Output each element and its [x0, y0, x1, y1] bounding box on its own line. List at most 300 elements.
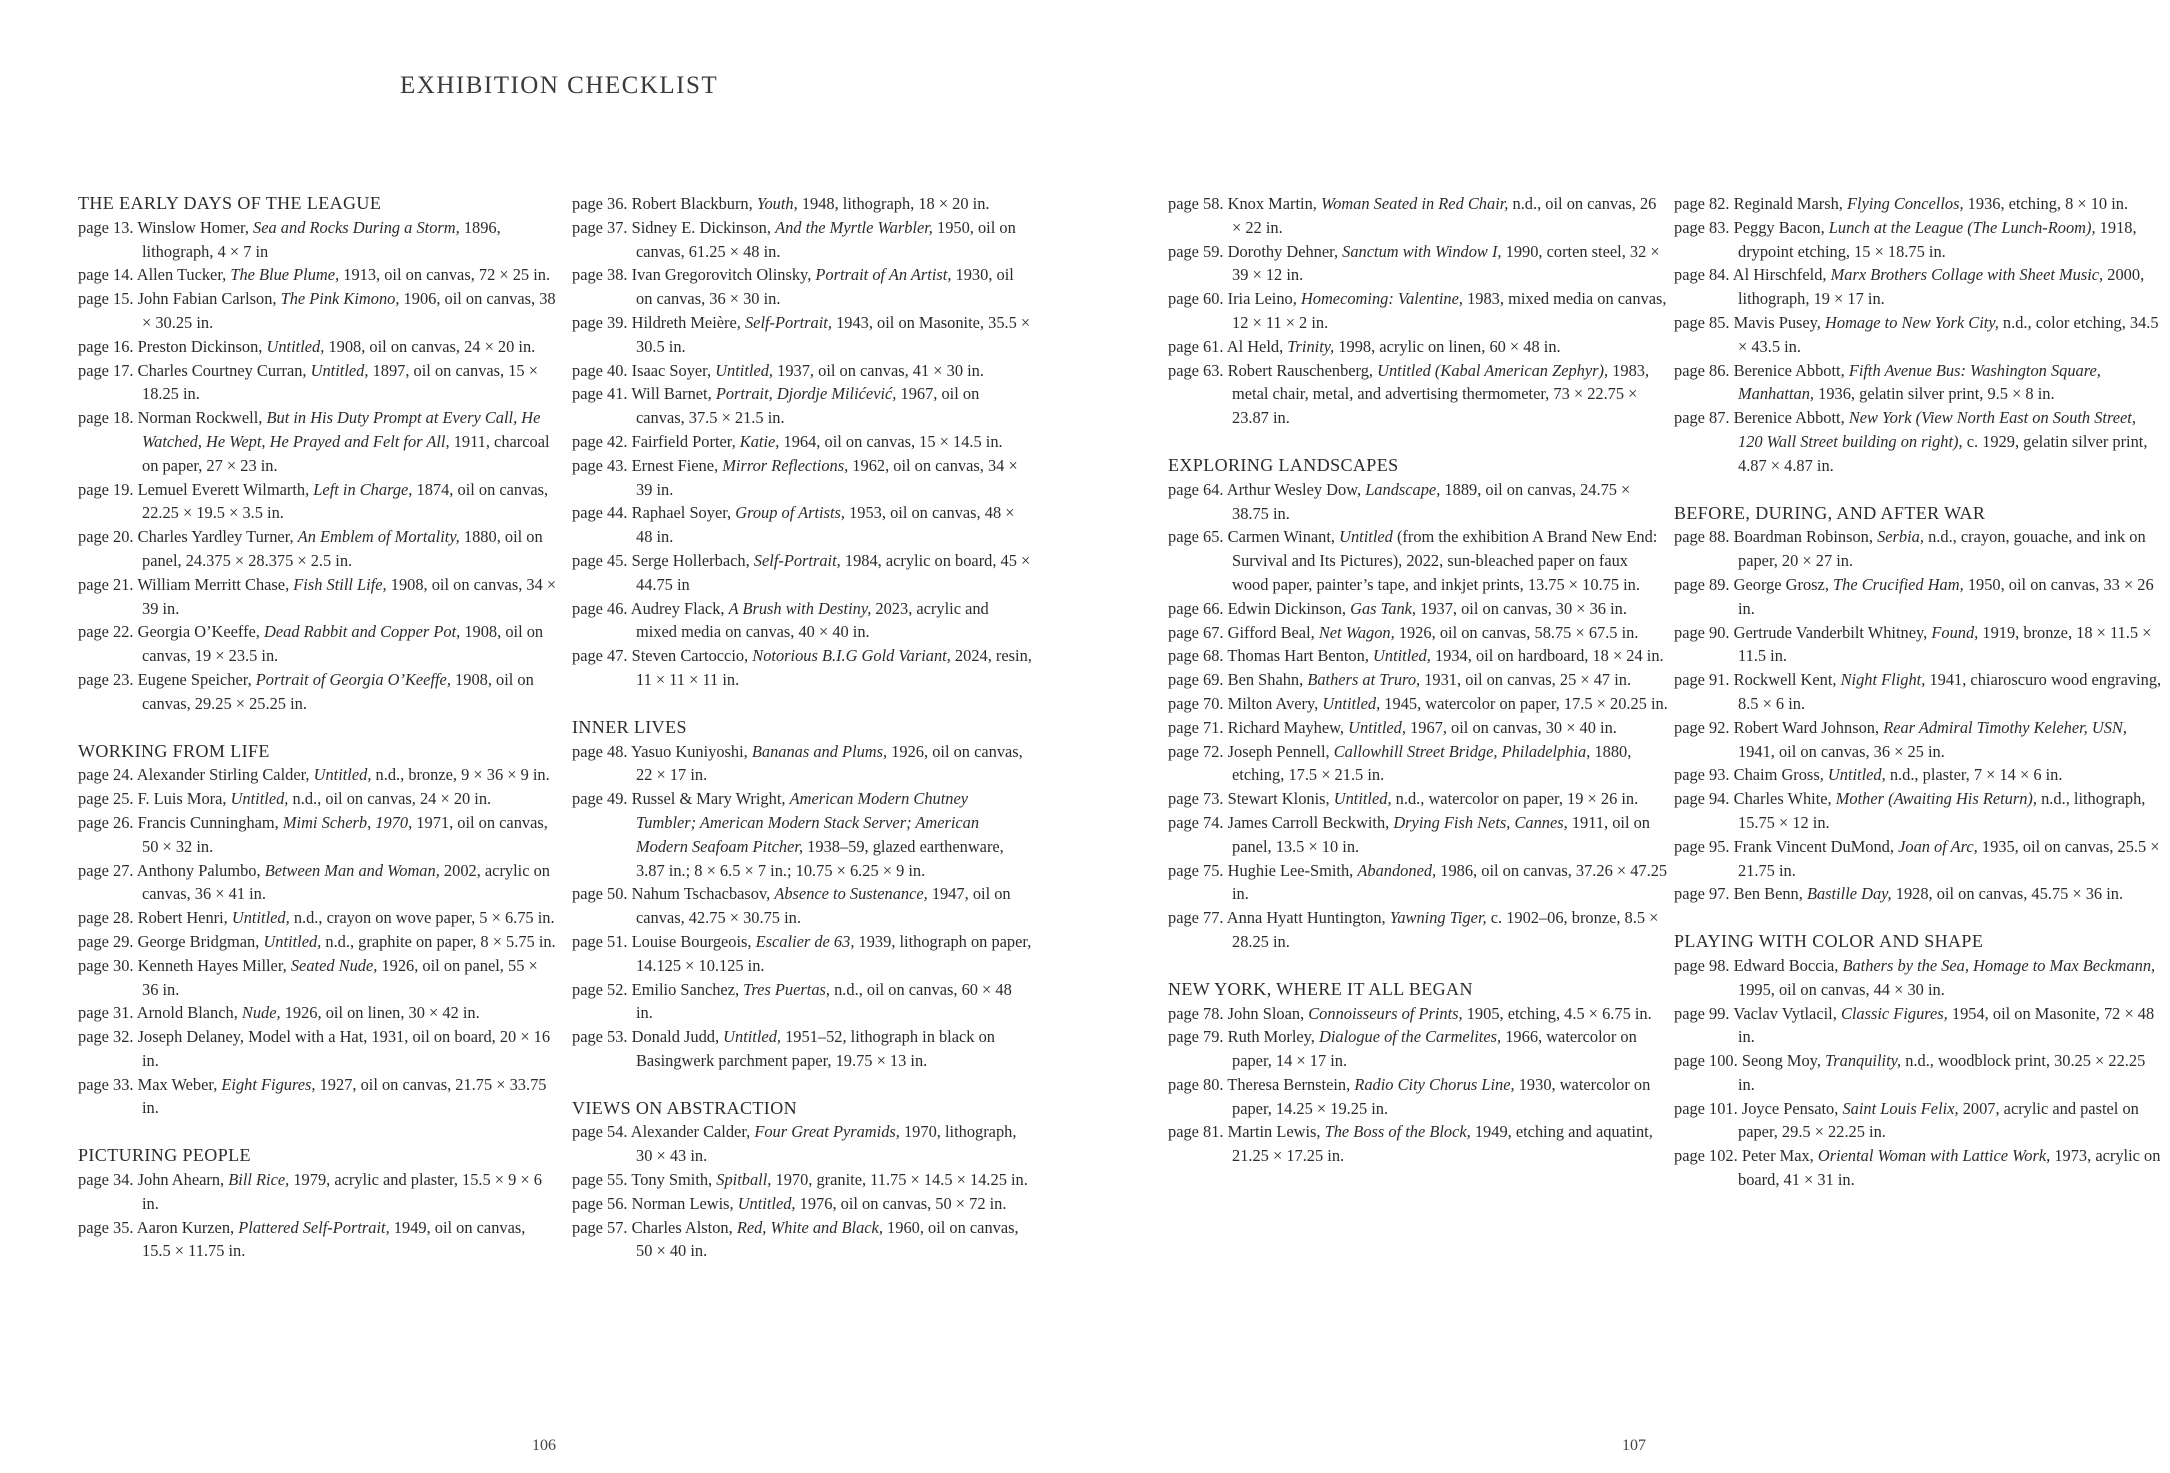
checklist-entry [78, 930, 558, 954]
section-heading: BEFORE, DURING, AND AFTER WAR [1674, 502, 1986, 523]
checklist-entry [78, 906, 558, 930]
entry-title: New York (View North East on South Street, 120 Wall Street building on right), [1738, 408, 2136, 451]
entry-artist: Joseph Pennell, [1227, 741, 1330, 761]
entry-details: 1990, corten steel, 32 × 39 × 12 in. [1232, 241, 1660, 285]
entry-details: 1951–52, lithograph in black on Basingwerk parchment paper, 19.75 × 13 in. [636, 1027, 995, 1070]
entry-details: n.d., oil on canvas, 26 × 22 in. [1232, 194, 1657, 237]
entry-details: n.d., woodblock print, 30.25 × 22.25 in. [1738, 1051, 2146, 1094]
entry-title: The Pink Kimono, [280, 289, 400, 309]
entry-title: Joan of Arc, [1898, 836, 1978, 856]
entry-artist: Theresa Bernstein, [1227, 1074, 1351, 1094]
checklist-entry [572, 1120, 1032, 1168]
entry-title: Callowhill Street Bridge, Philadelphia, [1333, 741, 1591, 761]
entry-title: American Modern Chutney Tumbler; American Modern Stack Server; American Modern Seafoam Pitcher, [636, 789, 980, 856]
entry-page-ref: page 47. [572, 646, 628, 666]
entry-title: Bananas and Plums, [751, 741, 888, 761]
entry-title: Self-Portrait, [744, 312, 832, 332]
checklist-entry [78, 1025, 558, 1073]
entry-title: Untitled, [313, 765, 372, 785]
entry-page-ref: page 79. [1168, 1027, 1224, 1047]
entry-details: 1948, lithograph, 18 × 20 in. [801, 194, 990, 213]
entry-page-ref: page 45. [572, 550, 628, 570]
checklist-entry [1674, 882, 2164, 906]
checklist-entry [1674, 525, 2164, 573]
checklist-entry [1168, 906, 1668, 954]
entry-details: 1962, oil on canvas, 34 × 39 in. [636, 455, 1018, 499]
entry-page-ref: page 99. [1674, 1003, 1730, 1023]
entry-title: Tranquility, [1825, 1051, 1902, 1071]
entry-title: The Boss of the Block, [1324, 1122, 1471, 1142]
entry-artist: Robert Blackburn, [631, 194, 753, 213]
entry-title: Untitled, [266, 336, 325, 356]
entry-page-ref: page 64. [1168, 479, 1224, 499]
entry-artist: Carmen Winant, [1227, 527, 1336, 547]
entry-artist: Lemuel Everett Wilmarth, [137, 479, 310, 499]
entry-title: Untitled, [230, 789, 289, 809]
page-number-right: 107 [1622, 1437, 1646, 1454]
entry-artist: Ernest Fiene, [631, 455, 719, 475]
entry-title: Homecoming: Valentine, [1300, 289, 1463, 309]
entry-artist: Seong Moy, [1741, 1051, 1821, 1071]
entry-page-ref: page 83. [1674, 217, 1730, 237]
entry-details: 1950, oil on canvas, 61.25 × 48 in. [636, 217, 1016, 261]
entry-details: 1926, oil on canvas, 58.75 × 67.5 in. [1398, 622, 1639, 642]
entry-artist: Alexander Stirling Calder, [136, 765, 310, 785]
entry-title: Bathers at Truro, [1307, 670, 1421, 690]
entry-title: Left in Charge, [313, 479, 413, 499]
checklist-entry [1674, 1049, 2164, 1097]
entry-details: 1947, oil on canvas, 42.75 × 30.75 in. [636, 884, 1011, 928]
entry-page-ref: page 55. [572, 1170, 628, 1190]
entry-artist: Max Weber, [137, 1074, 218, 1094]
entry-page-ref: page 60. [1168, 289, 1224, 309]
section-heading: THE EARLY DAYS OF THE LEAGUE [78, 193, 382, 213]
entry-artist: Russel & Mary Wright, [631, 789, 786, 809]
checklist-entry [1674, 216, 2164, 264]
entry-details: 1960, oil on canvas, 50 × 40 in. [636, 1217, 1019, 1261]
checklist-entry [572, 644, 1032, 692]
entry-details: 1976, oil on canvas, 50 × 72 in. [799, 1193, 1007, 1213]
entry-artist: Hildreth Meière, [631, 312, 741, 332]
entry-artist: Louise Bourgeois, [631, 931, 752, 951]
entry-title: A Brush with Destiny, [728, 598, 872, 618]
checklist-entry [572, 454, 1032, 502]
entry-details: 1983, metal chair, metal, and advertising thermometer, 73 × 22.75 × 23.87 in. [1232, 360, 1650, 428]
entry-page-ref: page 73. [1168, 789, 1224, 809]
checklist-entry [1168, 192, 1668, 240]
entry-artist: Kenneth Hayes Miller, [137, 955, 287, 975]
entry-details: 1943, oil on Masonite, 35.5 × 30.5 in. [636, 312, 1031, 356]
checklist-entry [1168, 716, 1668, 740]
checklist-entry [1168, 525, 1668, 596]
checklist-entry [78, 359, 558, 407]
checklist-entry [1674, 668, 2164, 716]
entry-page-ref: page 93. [1674, 765, 1730, 785]
checklist-entry [1674, 1002, 2164, 1050]
entry-artist: Reginald Marsh, [1733, 194, 1843, 213]
entry-title: Fifth Avenue Bus: Washington Square, Manhattan, [1738, 360, 2101, 404]
entry-page-ref: page 80. [1168, 1074, 1224, 1094]
entry-page-ref: page 70. [1168, 693, 1224, 713]
entry-details: 1919, bronze, 18 × 11.5 × 11.5 in. [1738, 622, 2152, 666]
entry-page-ref: page 27. [78, 860, 134, 880]
entry-title: Untitled, [1333, 789, 1392, 809]
checklist-entry [1674, 192, 2164, 216]
entry-artist: Stewart Klonis, [1227, 789, 1330, 809]
checklist-section [1168, 192, 1668, 430]
checklist-entry [1168, 1073, 1668, 1121]
entry-details: 1953, oil on canvas, 48 × 48 in. [636, 503, 1015, 547]
checklist-section [1168, 978, 1668, 1168]
checklist-entry [78, 1168, 558, 1216]
checklist-entry [572, 787, 1032, 882]
checklist-entry [78, 1073, 558, 1121]
entry-title: Bathers by the Sea, Homage to Max Beckmann, [1842, 955, 2156, 975]
entry-page-ref: page 36. [572, 194, 628, 213]
entry-page-ref: page 24. [78, 765, 134, 785]
entry-page-ref: page 89. [1674, 574, 1730, 594]
checklist-entry [572, 430, 1032, 454]
entry-page-ref: page 20. [78, 527, 134, 547]
entry-artist: Gifford Beal, [1227, 622, 1315, 642]
entry-title: Untitled, [737, 1193, 796, 1213]
checklist-entry [78, 573, 558, 621]
entry-artist: Sidney E. Dickinson, [631, 217, 771, 237]
entry-details: 1927, oil on canvas, 21.75 × 33.75 in. [142, 1074, 547, 1118]
checklist-entry [572, 263, 1032, 311]
entry-page-ref: page 54. [572, 1122, 628, 1142]
checklist-entry [572, 216, 1032, 264]
entry-details: 1941, chiaroscuro wood engraving, 8.5 × 6 in. [1738, 670, 2162, 713]
checklist-entry [1674, 621, 2164, 669]
checklist-section [78, 192, 558, 716]
entry-details: 1897, oil on canvas, 15 × 18.25 in. [142, 360, 538, 404]
entry-artist: Al Hirschfeld, [1732, 265, 1827, 285]
entry-title: But in His Duty Prompt at Every Call, He Watched, He Wept, He Prayed and Felt for All, [142, 408, 541, 451]
entry-artist: Ivan Gregorovitch Olinsky, [631, 265, 812, 285]
checklist-entry [1674, 573, 2164, 621]
entry-artist: Robert Henri, [137, 908, 228, 928]
entry-details: 1934, oil on hardboard, 18 × 24 in. [1434, 646, 1664, 666]
entry-title: Seated Nude, [290, 955, 378, 975]
entry-title: Escalier de 63, [755, 931, 855, 951]
entry-page-ref: page 81. [1168, 1122, 1224, 1142]
entry-artist: Francis Cunningham, [137, 812, 279, 832]
entry-page-ref: page 18. [78, 408, 134, 428]
entry-page-ref: page 44. [572, 503, 628, 523]
entry-page-ref: page 23. [78, 669, 134, 689]
entry-details: 1941, oil on canvas, 36 × 25 in. [1738, 741, 1945, 761]
checklist-entry [78, 478, 558, 526]
entry-artist: Ben Benn, [1733, 884, 1803, 904]
checklist-entry [1168, 692, 1668, 716]
entry-artist: Berenice Abbott, [1733, 408, 1845, 428]
entry-artist: Al Held, [1226, 336, 1284, 356]
entry-page-ref: page 22. [78, 622, 134, 642]
entry-artist: Edwin Dickinson, [1227, 598, 1347, 618]
entry-details: 1935, oil on canvas, 25.5 × 21.75 in. [1738, 836, 2160, 880]
entry-page-ref: page 15. [78, 289, 134, 309]
entry-details: 1949, etching and aquatint, 21.25 × 17.25 in. [1232, 1122, 1653, 1166]
checklist-entry [1168, 287, 1668, 335]
checklist-column-3 [1168, 192, 1668, 1168]
entry-artist: Frank Vincent DuMond, [1733, 836, 1894, 856]
entry-title: Untitled, [1373, 646, 1431, 666]
entry-details: 1911, charcoal on paper, 27 × 23 in. [142, 431, 550, 475]
entry-artist: George Bridgman, [137, 931, 260, 951]
checklist-entry [1674, 835, 2164, 883]
page-number-left: 106 [532, 1437, 556, 1454]
entry-page-ref: page 38. [572, 265, 628, 285]
entry-details: 1918, drypoint etching, 15 × 18.75 in. [1738, 217, 2137, 261]
checklist-entry [78, 787, 558, 811]
entry-artist: Serge Hollerbach, [631, 550, 750, 570]
entry-artist: F. Luis Mora, [137, 789, 227, 809]
entry-title: Bill Rice, [228, 1170, 290, 1190]
entry-title: Classic Figures, [1840, 1003, 1948, 1023]
entry-artist: Audrey Flack, [630, 598, 725, 618]
checklist-entry [1674, 954, 2164, 1002]
entry-details: 1950, oil on canvas, 33 × 26 in. [1738, 574, 2154, 618]
checklist-entry [1674, 1144, 2164, 1192]
entry-page-ref: page 85. [1674, 312, 1730, 332]
entry-details: 2024, resin, 11 × 11 × 11 in. [636, 646, 1032, 689]
entry-title: Untitled, [1348, 717, 1406, 737]
checklist-entry [572, 1216, 1032, 1264]
entry-page-ref: page 78. [1168, 1003, 1224, 1023]
entry-title: Group of Artists, [735, 503, 845, 523]
entry-title: Mother (Awaiting His Return), [1835, 789, 2037, 809]
checklist-entry [78, 954, 558, 1002]
entry-page-ref: page 46. [572, 598, 628, 618]
entry-title: Untitled, [715, 360, 774, 380]
entry-artist: Martin Lewis, [1227, 1122, 1321, 1142]
entry-artist: Joseph Delaney, Model with a Hat, [137, 1027, 368, 1047]
entry-title: Eight Figures, [221, 1074, 316, 1094]
section-heading: PICTURING PEOPLE [78, 1145, 251, 1166]
entry-page-ref: page 92. [1674, 717, 1730, 737]
checklist-entry [572, 978, 1032, 1026]
checklist-entry [78, 263, 558, 287]
entry-page-ref: page 43. [572, 455, 628, 475]
entry-title: Fish Still Life, [293, 574, 387, 594]
entry-details: 1983, mixed media on canvas, 12 × 11 × 2 in. [1232, 289, 1667, 332]
entry-details: 1937, oil on canvas, 41 × 30 in. [777, 360, 984, 380]
checklist-entry [572, 501, 1032, 549]
entry-title: Trinity, [1287, 336, 1335, 356]
entry-page-ref: page 68. [1168, 646, 1224, 666]
entry-details: 1931, oil on board, 20 × 16 in. [142, 1027, 551, 1070]
entry-title: Night Flight, [1840, 670, 1926, 690]
checklist-entry [572, 882, 1032, 930]
entry-artist: Will Barnet, [631, 384, 712, 404]
entry-page-ref: page 21. [78, 574, 134, 594]
entry-details: 1979, acrylic and plaster, 15.5 × 9 × 6 in. [142, 1170, 542, 1213]
entry-page-ref: page 34. [78, 1170, 134, 1190]
entry-details: 1936, gelatin silver print, 9.5 × 8 in. [1818, 384, 2055, 404]
entry-title: Untitled [1339, 527, 1393, 547]
entry-details: 1896, lithograph, 4 × 7 in [142, 217, 501, 261]
entry-details: 1905, etching, 4.5 × 6.75 in. [1466, 1003, 1652, 1023]
checklist-entry [1168, 478, 1668, 526]
checklist-entry [1168, 1002, 1668, 1026]
entry-page-ref: page 63. [1168, 360, 1224, 380]
entry-page-ref: page 33. [78, 1074, 134, 1094]
checklist-entry [1168, 668, 1668, 692]
entry-artist: Peggy Bacon, [1733, 217, 1825, 237]
entry-artist: Dorothy Dehner, [1227, 241, 1339, 261]
entry-artist: Edward Boccia, [1733, 955, 1839, 975]
entry-artist: Mavis Pusey, [1733, 312, 1821, 332]
checklist-entry [572, 192, 1032, 216]
checklist-entry [1168, 1120, 1668, 1168]
checklist-entry [1168, 335, 1668, 359]
entry-artist: Steven Cartoccio, [631, 646, 749, 666]
checklist-entry [572, 1192, 1032, 1216]
entry-page-ref: page 90. [1674, 622, 1730, 642]
entry-artist: James Carroll Beckwith, [1227, 812, 1390, 832]
entry-details: n.d., watercolor on paper, 19 × 26 in. [1395, 789, 1639, 809]
entry-title: Portrait of Georgia O’Keeffe, [255, 669, 451, 689]
entry-title: Net Wagon, [1318, 622, 1395, 642]
entry-title: Between Man and Woman, [264, 860, 440, 880]
entry-title: An Emblem of Mortality, [297, 527, 460, 547]
entry-details: 1984, acrylic on board, 45 × 44.75 in [636, 550, 1031, 594]
entry-title: Sanctum with Window I, [1342, 241, 1502, 261]
entry-page-ref: page 66. [1168, 598, 1224, 618]
checklist-section [1674, 502, 2164, 907]
entry-artist: Raphael Soyer, [631, 503, 732, 523]
entry-details: 1945, watercolor on paper, 17.5 × 20.25 in. [1384, 693, 1668, 713]
entry-page-ref: page 48. [572, 741, 628, 761]
entry-details: 1995, oil on canvas, 44 × 30 in. [1738, 979, 1945, 999]
entry-details: c. 1902–06, bronze, 8.5 × 28.25 in. [1232, 908, 1659, 951]
entry-artist: Isaac Soyer, [631, 360, 712, 380]
entry-details: 1937, oil on canvas, 30 × 36 in. [1420, 598, 1627, 618]
entry-details: 2023, acrylic and mixed media on canvas, 40 × 40 in. [636, 598, 989, 642]
entry-artist: Winslow Homer, [137, 217, 249, 237]
entry-title: Untitled (Kabal American Zephyr), [1377, 360, 1609, 380]
entry-page-ref: page 39. [572, 312, 628, 332]
checklist-entry [1168, 621, 1668, 645]
entry-page-ref: page 72. [1168, 741, 1224, 761]
entry-details: 1908, oil on canvas, 34 × 39 in. [142, 574, 557, 618]
checklist-entry [78, 668, 558, 716]
checklist-entry [1168, 811, 1668, 859]
entry-artist: John Sloan, [1227, 1003, 1305, 1023]
entry-details: (from the exhibition A Brand New End: Survival and Its Pictures), 2022, sun-bleached paper on faux wood paper, painter’s tape, and inkjet prints, 13.75 × 10.75 in. [1232, 527, 1658, 594]
entry-page-ref: page 84. [1674, 265, 1730, 285]
entry-page-ref: page 37. [572, 217, 628, 237]
entry-details: 1971, oil on canvas, 50 × 32 in. [142, 812, 548, 856]
entry-title: Dead Rabbit and Copper Pot, [264, 622, 461, 642]
checklist-entry [1168, 740, 1668, 788]
entry-artist: Chaim Gross, [1733, 765, 1824, 785]
entry-page-ref: page 101. [1674, 1098, 1738, 1118]
entry-details: 1926, oil on panel, 55 × 36 in. [142, 955, 538, 999]
entry-details: n.d., oil on canvas, 24 × 20 in. [292, 789, 492, 809]
entry-details: 1936, etching, 8 × 10 in. [1967, 194, 2129, 213]
checklist-entry [572, 359, 1032, 383]
checklist-entry [78, 859, 558, 907]
entry-artist: Preston Dickinson, [137, 336, 263, 356]
entry-artist: George Grosz, [1733, 574, 1829, 594]
entry-page-ref: page 77. [1168, 908, 1224, 928]
entry-artist: Thomas Hart Benton, [1227, 646, 1369, 666]
entry-details: 1966, watercolor on paper, 14 × 17 in. [1232, 1027, 1637, 1071]
entry-page-ref: page 59. [1168, 241, 1224, 261]
entry-title: Youth, [756, 194, 798, 213]
entry-artist: Alexander Calder, [630, 1122, 751, 1142]
entry-artist: Richard Mayhew, [1227, 717, 1345, 737]
entry-page-ref: page 97. [1674, 884, 1730, 904]
entry-details: 1967, oil on canvas, 37.5 × 21.5 in. [636, 384, 980, 428]
entry-page-ref: page 30. [78, 955, 134, 975]
entry-details: n.d., color etching, 34.5 × 43.5 in. [1738, 312, 2159, 356]
entry-artist: Charles Alston, [631, 1217, 733, 1237]
checklist-section [1168, 454, 1668, 954]
entry-details: 1964, oil on canvas, 15 × 14.5 in. [783, 431, 1003, 451]
entry-page-ref: page 51. [572, 931, 628, 951]
checklist-entry [1674, 716, 2164, 764]
checklist-entry [78, 1216, 558, 1264]
checklist-entry [572, 1025, 1032, 1073]
entry-artist: Joyce Pensato, [1741, 1098, 1839, 1118]
entry-details: 1908, oil on canvas, 29.25 × 25.25 in. [142, 669, 534, 713]
entry-artist: Gertrude Vanderbilt Whitney, [1733, 622, 1928, 642]
entry-page-ref: page 40. [572, 360, 628, 380]
entry-title: Red, White and Black, [736, 1217, 883, 1237]
checklist-entry [78, 335, 558, 359]
checklist-entry [1168, 240, 1668, 288]
entry-page-ref: page 71. [1168, 717, 1224, 737]
entry-artist: Georgia O’Keeffe, [137, 622, 260, 642]
entry-artist: Peter Max, [1741, 1146, 1814, 1166]
entry-title: Mimi Scherb, 1970, [282, 812, 413, 832]
checklist-column-2 [572, 192, 1032, 1263]
checklist-section [572, 1097, 1032, 1264]
entry-details: 1949, oil on canvas, 15.5 × 11.75 in. [142, 1217, 526, 1261]
entry-details: n.d., graphite on paper, 8 × 5.75 in. [325, 931, 556, 951]
checklist-entry [572, 382, 1032, 430]
entry-artist: Berenice Abbott, [1733, 360, 1845, 380]
entry-artist: Anthony Palumbo, [136, 860, 261, 880]
checklist-entry [1168, 1025, 1668, 1073]
checklist-section [1674, 930, 2164, 1192]
entry-artist: Charles Yardley Turner, [137, 527, 294, 547]
checklist-entry [572, 597, 1032, 645]
entry-details: 1926, oil on linen, 30 × 42 in. [284, 1003, 480, 1023]
checklist-entry [1168, 787, 1668, 811]
entry-page-ref: page 53. [572, 1027, 628, 1047]
entry-details: n.d., plaster, 7 × 14 × 6 in. [1889, 765, 2063, 785]
entry-title: The Crucified Ham, [1833, 574, 1964, 594]
entry-artist: Robert Ward Johnson, [1733, 717, 1880, 737]
checklist-entry [572, 1168, 1032, 1192]
entry-page-ref: page 61. [1168, 336, 1224, 356]
entry-title: Untitled, [723, 1027, 781, 1047]
entry-page-ref: page 25. [78, 789, 134, 809]
entry-artist: Norman Lewis, [631, 1193, 734, 1213]
entry-title: Connoisseurs of Prints, [1308, 1003, 1463, 1023]
entry-title: Absence to Sustenance, [774, 884, 928, 904]
entry-page-ref: page 52. [572, 979, 628, 999]
checklist-entry [1168, 359, 1668, 430]
entry-details: 1930, watercolor on paper, 14.25 × 19.25 in. [1232, 1074, 1651, 1118]
entry-artist: Tony Smith, [631, 1170, 713, 1190]
checklist-entry [1674, 359, 2164, 407]
entry-page-ref: page 58. [1168, 194, 1224, 213]
